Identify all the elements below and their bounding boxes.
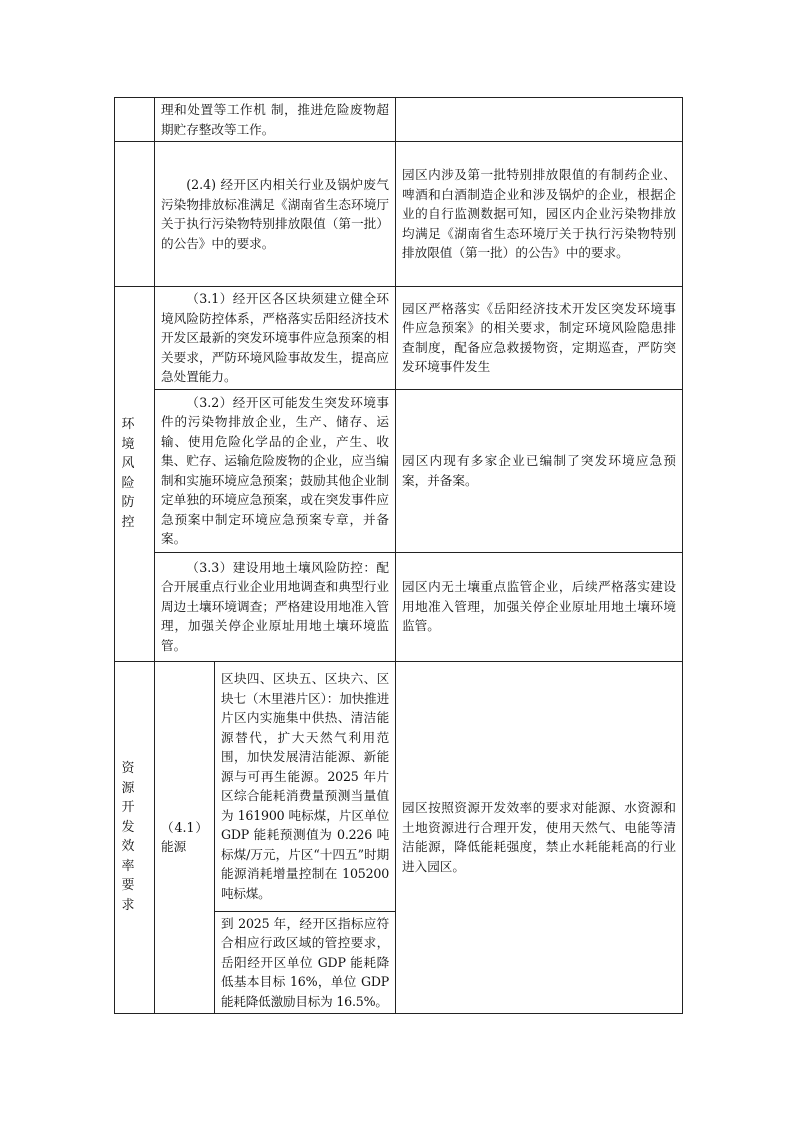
category-label: 资源开发效率要求 — [121, 761, 135, 913]
requirement-4-1-a: 区块四、区块五、区块六、区块七（木里港片区）：加快推进片区内实施集中供热、清洁能源替代，扩大天然气利用范围，加快发展清洁能源、新能源与可再生能源。2025 年片区综合能耗消费量预测当量值为 161900 吨标煤，片区单位 GDP 能耗预测值为 0.226 吨标煤/万元，片区“十四五”时期能源消耗增量控制在 105200 吨标煤。 — [215, 661, 396, 911]
table-row — [115, 389, 683, 552]
category-cell-continued — [115, 98, 155, 142]
category-resource-efficiency — [115, 661, 155, 1014]
requirement-2-4: (2.4) 经开区内相关行业及锅炉废气污染物排放标准满足《湖南省生态环境厅关于执行污染物特别排放限值（第一批）的公告》中的要求。 — [155, 142, 396, 287]
requirement-cell-continued: 理和处置等工作机 制，推进危险废物超期贮存整改等工作。 — [155, 98, 396, 142]
requirement-3-1: （3.1）经开区各区块须建立健全环境风险防控体系，严格落实岳阳经济技术开发区最新的突发环境事件应急预案的相关要求，严防环境风险事故发生，提高应急处置能力。 — [155, 287, 396, 390]
table-row — [115, 142, 683, 287]
status-3-2: 园区内现有多家企业已编制了突发环境应急预案，并备案。 — [396, 389, 683, 552]
status-3-1: 园区严格落实《岳阳经济技术开发区突发环境事件应急预案》的相关要求，制定环境风险隐患排查制度，配备应急救援物资，定期巡查，严防突发环境事件发生 — [396, 287, 683, 390]
subcategory-energy: （4.1）能源 — [155, 661, 215, 1014]
requirement-3-2: （3.2）经开区可能发生突发环境事件的污染物排放企业，生产、储存、运输、使用危险化学品的企业，产生、收集、贮存、运输危险废物的企业，应当编制和实施环境应急预案；鼓励其他企业制定单独的环境应急预案，或在突发事件应急预案中制定环境应急预案专章，并备案。 — [155, 389, 396, 552]
table-row — [115, 287, 683, 390]
table-row — [115, 552, 683, 661]
table-row — [115, 661, 683, 911]
category-label: 环境风险防控 — [121, 417, 135, 530]
requirement-3-3: （3.3）建设用地土壤风险防控：配合开展重点行业企业用地调查和典型行业周边土壤环境调查；严格建设用地准入管理，加强关停企业原址用地土壤环境监管。 — [155, 552, 396, 661]
category-cell-continued-2 — [115, 142, 155, 287]
category-environmental-risk — [115, 287, 155, 662]
compliance-table — [114, 97, 683, 1014]
status-cell-continued — [396, 98, 683, 142]
table-row — [115, 98, 683, 142]
status-2-4: 园区内涉及第一批特别排放限值的有制药企业、啤酒和白酒制造企业和涉及锅炉的企业，根据企业的自行监测数据可知，园区内企业污染物排放均满足《湖南省生态环境厅关于执行污染物特别排放限值（第一批）的公告》中的要求。 — [396, 142, 683, 287]
status-3-3: 园区内无土壤重点监管企业，后续严格落实建设用地准入管理，加强关停企业原址用地土壤环境监管。 — [396, 552, 683, 661]
status-4-1: 园区按照资源开发效率的要求对能源、水资源和土地资源进行合理开发，使用天然气、电能等清洁能源，降低能耗强度，禁止水耗能耗高的行业进入园区。 — [396, 661, 683, 1014]
requirement-4-1-b: 到 2025 年，经开区指标应符合相应行政区域的管控要求，岳阳经开区单位 GDP 能耗降低基本目标 16%，单位 GDP 能耗降低激励目标为 16.5%。 — [215, 911, 396, 1014]
